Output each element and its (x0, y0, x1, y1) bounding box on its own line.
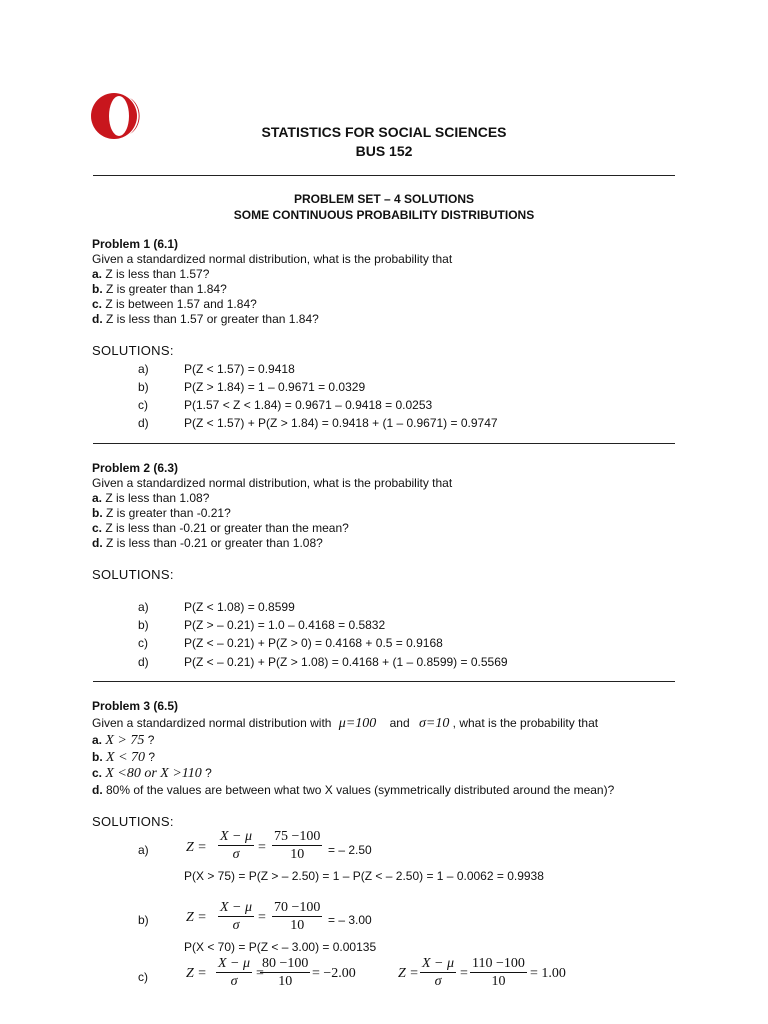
answer-text: P(Z < – 0.21) + P(Z > 1.08) = 0.4168 + (1 – 0.8599) = 0.5569 (184, 655, 508, 669)
problem3-solutions-label: SOLUTIONS: (92, 814, 174, 829)
problem2-item-b: b. Z is greater than -0.21? (92, 506, 231, 520)
problem2-title: Problem 2 (6.3) (92, 461, 179, 475)
answer-text: P(Z < 1.57) = 0.9418 (184, 362, 295, 376)
z-formula-fraction: $\frac{X - \mu}{\sigma}$ (422, 956, 455, 989)
answer-text: P(Z < 1.08) = 0.8599 (184, 600, 295, 614)
z-symbol: Z = (398, 966, 419, 981)
substituted-fraction: $\frac{110 -100}{10}$ (472, 956, 525, 989)
z-result: = – 3.00 (328, 913, 372, 927)
problem1-title: Problem 1 (6.1) (92, 237, 179, 251)
problem3-item-a: a. X > 75 ? (92, 733, 155, 748)
problem2-solutions-label: SOLUTIONS: (92, 567, 174, 582)
problem3-item-d: d. 80% of the values are between what two X values (symmetrically distributed around the mean)? (92, 783, 615, 797)
z-result: = – 2.50 (328, 843, 372, 857)
problem2-item-d: d. Z is less than -0.21 or greater than 1.08? (92, 536, 323, 550)
answer-label: a) (138, 600, 149, 614)
z-result: = 1.00 (530, 966, 566, 981)
answer-label: c) (138, 636, 148, 650)
problem3-item-c: c. X <80 or X >110 ? (92, 766, 212, 781)
z-symbol: Z = (186, 910, 207, 925)
z-formula-fraction: $\frac{X - \mu}{\sigma}$ (218, 956, 251, 989)
substituted-fraction: $\frac{70 -100}{10}$ (274, 900, 321, 933)
answer-label: d) (138, 416, 149, 430)
z-result: = −2.00 (312, 966, 356, 981)
substituted-fraction: $\frac{75 -100}{10}$ (274, 829, 321, 862)
divider (93, 443, 675, 444)
problem1-solutions-label: SOLUTIONS: (92, 343, 174, 358)
problem1-item-a: a. Z is less than 1.57? (92, 267, 210, 281)
divider (93, 681, 675, 682)
problem1-item-b: b. Z is greater than 1.84? (92, 282, 227, 296)
z-formula-fraction: $\frac{X - \mu}{\sigma}$ (220, 829, 253, 862)
answer-text: P(X < 70) = P(Z < – 3.00) = 0.00135 (184, 940, 377, 954)
answer-label: a) (138, 843, 149, 857)
problem3-intro: Given a standardized normal distribution with μ=100 and σ=10 , what is the probability that (92, 716, 599, 731)
problem2-item-c: c. Z is less than -0.21 or greater than the mean? (92, 521, 349, 535)
equals-sign: = (258, 840, 266, 855)
answer-label: b) (138, 618, 149, 632)
divider (93, 175, 675, 176)
problem1-item-c: c. Z is between 1.57 and 1.84? (92, 297, 257, 311)
problem3-item-b: b. X < 70 ? (92, 750, 156, 765)
answer-label: d) (138, 655, 149, 669)
answer-text: P(Z > 1.84) = 1 – 0.9671 = 0.0329 (184, 380, 366, 394)
equals-sign: = (460, 966, 468, 981)
answer-text: P(1.57 < Z < 1.84) = 0.9671 – 0.9418 = 0.0253 (184, 398, 433, 412)
z-formula-fraction: $\frac{X - \mu}{\sigma}$ (220, 900, 253, 933)
equals-sign: = (256, 966, 264, 981)
answer-text: P(Z < 1.57) + P(Z > 1.84) = 0.9418 + (1 – 0.9671) = 0.9747 (184, 416, 498, 430)
problem3-title: Problem 3 (6.5) (92, 699, 179, 713)
equals-sign: = (258, 910, 266, 925)
answer-label: c) (138, 970, 148, 984)
course-code: BUS 152 (355, 143, 413, 159)
problem-set-subtitle: SOME CONTINUOUS PROBABILITY DISTRIBUTIONS (233, 208, 535, 222)
problem-set-title: PROBLEM SET – 4 SOLUTIONS (293, 192, 475, 206)
z-symbol: Z = (186, 840, 207, 855)
answer-text: P(Z > – 0.21) = 1.0 – 0.4168 = 0.5832 (184, 618, 386, 632)
problem2-item-a: a. Z is less than 1.08? (92, 491, 210, 505)
answer-label: a) (138, 362, 149, 376)
answer-text: P(X > 75) = P(Z > – 2.50) = 1 – P(Z < – 2.50) = 1 – 0.0062 = 0.9938 (184, 869, 544, 883)
answer-label: b) (138, 913, 149, 927)
document-title: STATISTICS FOR SOCIAL SCIENCES (261, 124, 507, 140)
substituted-fraction: $\frac{80 -100}{10}$ (262, 956, 309, 989)
answer-text: P(Z < – 0.21) + P(Z > 0) = 0.4168 + 0.5 = 0.9168 (184, 636, 443, 650)
z-symbol: Z = (186, 966, 207, 981)
answer-label: c) (138, 398, 148, 412)
answer-label: b) (138, 380, 149, 394)
problem1-item-d: d. Z is less than 1.57 or greater than 1.84? (92, 312, 319, 326)
problem2-intro: Given a standardized normal distribution, what is the probability that (92, 476, 453, 490)
problem1-intro: Given a standardized normal distribution, what is the probability that (92, 252, 453, 266)
